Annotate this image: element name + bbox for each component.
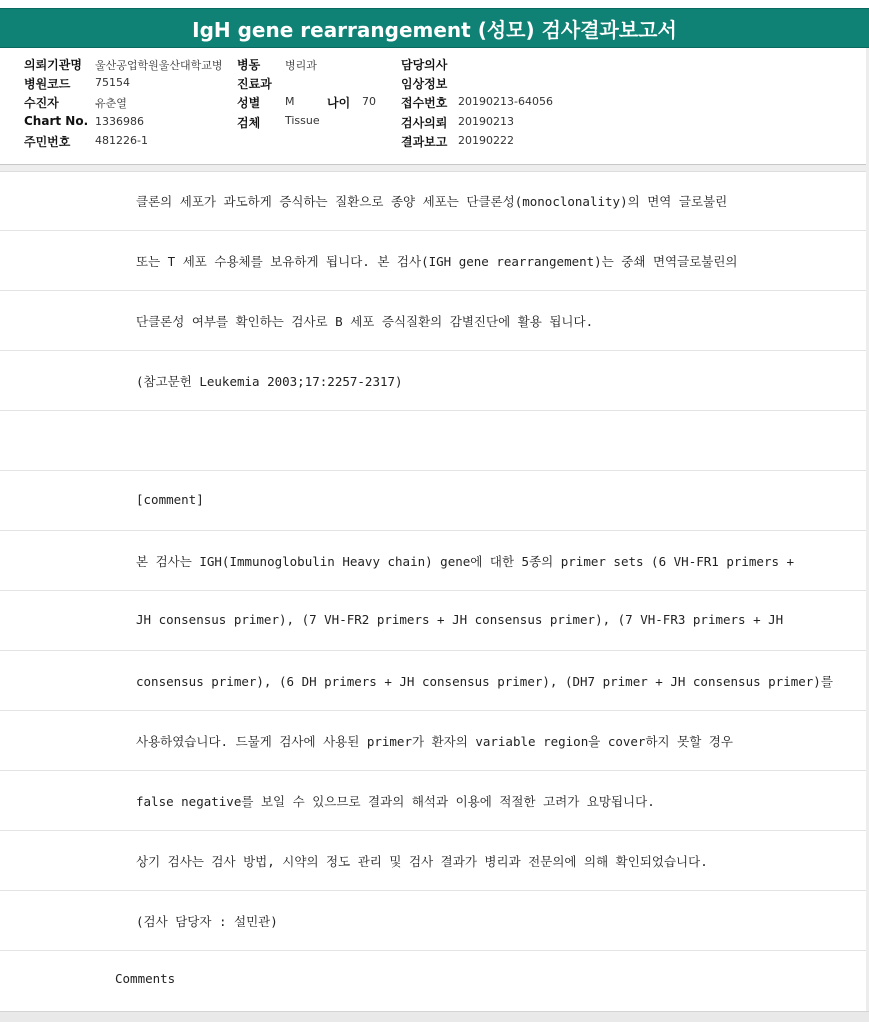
report-line-text: (검사 담당자 : 설민관) bbox=[136, 914, 278, 929]
age-label: 나이 bbox=[327, 96, 351, 110]
report-line-text: 또는 T 세포 수용체를 보유하게 됩니다. 본 검사(IGH gene rearrangement)는 중쇄 면역글로불린의 bbox=[136, 254, 738, 269]
report-line bbox=[0, 172, 869, 231]
sex-value: M bbox=[285, 95, 295, 108]
chart-label: Chart No. bbox=[24, 114, 89, 128]
ward-label: 병동 bbox=[237, 58, 261, 72]
report-line-text: 사용하였습니다. 드물게 검사에 사용된 primer가 환자의 variable region을 cover하지 못할 경우 bbox=[136, 734, 733, 749]
specimen-label: 검체 bbox=[237, 116, 261, 130]
report-line bbox=[0, 472, 869, 531]
report-line-text: 단클론성 여부를 확인하는 검사로 B 세포 증식질환의 감별진단에 활용 됩니다. bbox=[136, 314, 594, 329]
report-line bbox=[0, 652, 869, 711]
report-line bbox=[0, 592, 869, 651]
report-date-label: 결과보고 bbox=[401, 135, 448, 149]
id-label: 주민번호 bbox=[24, 135, 71, 149]
report-line bbox=[0, 892, 869, 951]
comment-heading: [comment] bbox=[136, 492, 204, 507]
report-line bbox=[0, 352, 869, 411]
report-line-text: JH consensus primer), (7 VH-FR2 primers + JH consensus primer), (7 VH-FR3 primers + JH bbox=[136, 612, 784, 627]
report-title-bar bbox=[0, 8, 869, 48]
department-label: 진료과 bbox=[237, 77, 272, 91]
report-line bbox=[0, 232, 869, 291]
age-value: 70 bbox=[362, 95, 376, 108]
id-value: 481226-1 bbox=[95, 134, 148, 147]
chart-value: 1336986 bbox=[95, 115, 144, 128]
sex-label: 성별 bbox=[237, 96, 261, 110]
report-title: IgH gene rearrangement (성모) 검사결과보고서 bbox=[192, 17, 677, 42]
report-line bbox=[0, 532, 869, 591]
receipt-label: 접수번호 bbox=[401, 96, 448, 110]
report-line bbox=[0, 292, 869, 351]
report-line-text: 본 검사는 IGH(Immunoglobulin Heavy chain) gene에 대한 5종의 primer sets (6 VH-FR1 primers + bbox=[136, 554, 795, 569]
report-date-value: 20190222 bbox=[458, 134, 514, 147]
comments-label: Comments bbox=[115, 971, 176, 986]
report-line-text: 상기 검사는 검사 방법, 시약의 정도 관리 및 검사 결과가 병리과 전문의에 의해 확인되었습니다. bbox=[136, 854, 708, 869]
clinical-label: 임상정보 bbox=[401, 77, 448, 91]
top-strip bbox=[0, 0, 869, 8]
examinee-value: 유춘열 bbox=[95, 97, 127, 110]
report-line-text: consensus primer), (6 DH primers + JH consensus primer), (DH7 primer + JH consensus primer)를 bbox=[136, 674, 833, 689]
report-line-text: false negative를 보일 수 있으므로 결과의 해석과 이용에 적절한 고려가 요망됩니다. bbox=[136, 794, 655, 809]
specimen-value: Tissue bbox=[285, 114, 320, 127]
institution-value: 울산공업학원울산대학교병 bbox=[95, 59, 223, 72]
request-date-value: 20190213 bbox=[458, 115, 514, 128]
request-date-label: 검사의뢰 bbox=[401, 116, 448, 130]
report-line bbox=[0, 772, 869, 831]
report-line bbox=[0, 832, 869, 891]
ward-value: 병리과 bbox=[285, 59, 317, 72]
hospital-code-value: 75154 bbox=[95, 76, 130, 89]
section-divider bbox=[0, 164, 869, 172]
receipt-value: 20190213-64056 bbox=[458, 95, 553, 108]
doctor-label: 담당의사 bbox=[401, 58, 448, 72]
bottom-scrollbar[interactable] bbox=[0, 1011, 869, 1022]
patient-info-panel bbox=[0, 48, 869, 164]
hospital-code-label: 병원코드 bbox=[24, 77, 71, 91]
institution-label: 의뢰기관명 bbox=[24, 58, 82, 72]
report-line bbox=[0, 712, 869, 771]
report-line-blank bbox=[0, 412, 869, 471]
report-line-text: 클론의 세포가 과도하게 증식하는 질환으로 종양 세포는 단클론성(monoclonality)의 면역 글로불린 bbox=[136, 194, 728, 209]
examinee-label: 수진자 bbox=[24, 96, 59, 110]
report-line-text: (참고문헌 Leukemia 2003;17:2257-2317) bbox=[136, 374, 403, 389]
